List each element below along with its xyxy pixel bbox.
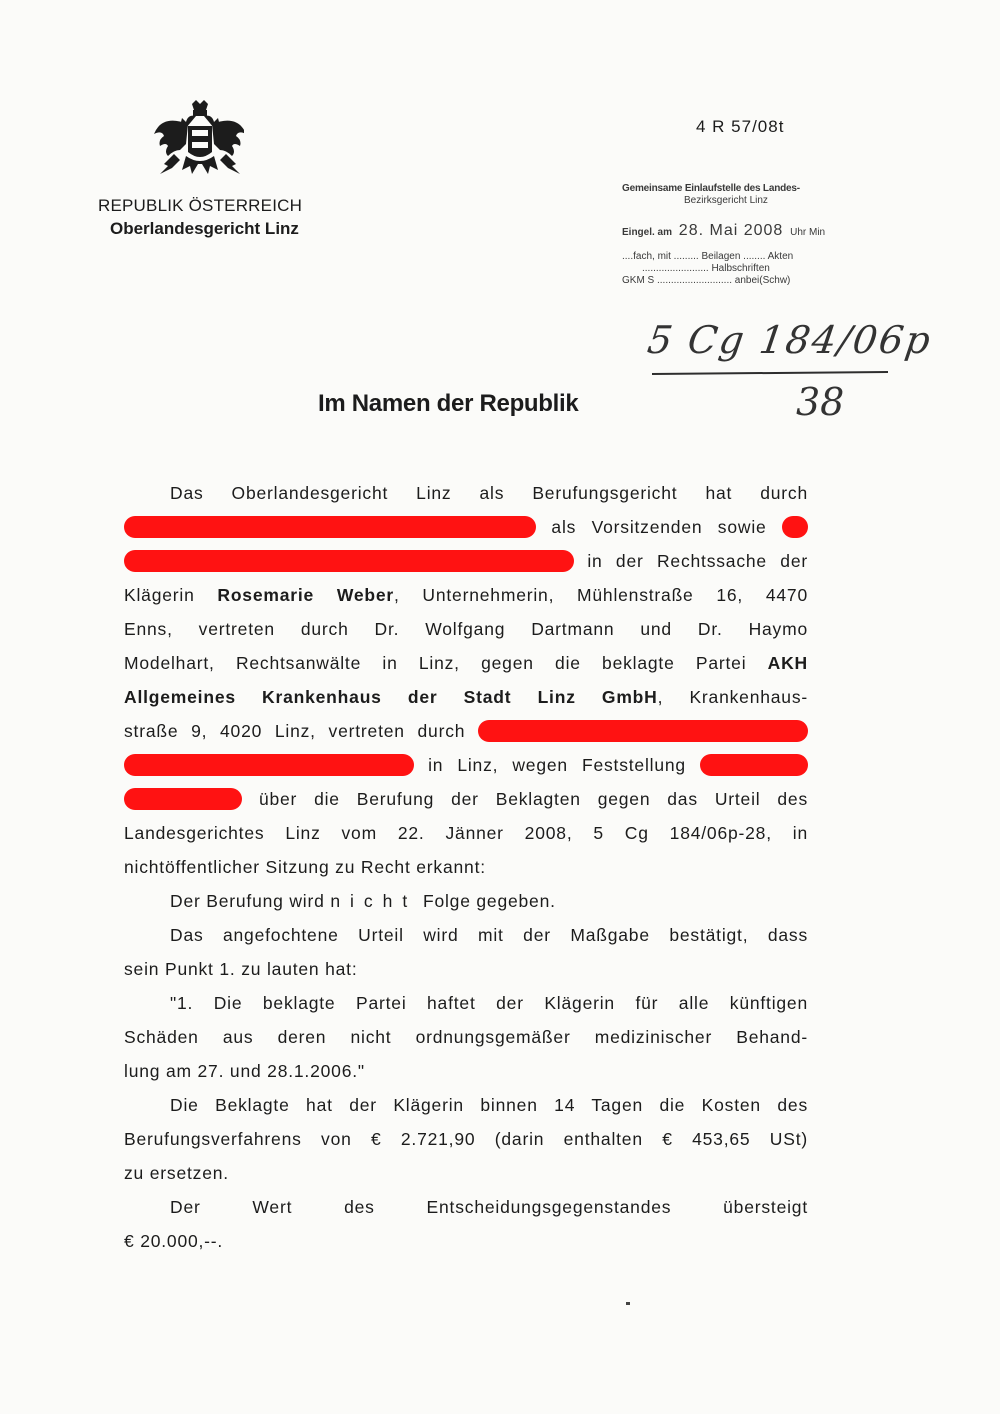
file-number: 4 R 57/08t <box>696 117 785 136</box>
defendant-name: Allgemeines Krankenhaus der Stadt Linz GmbH <box>124 687 658 707</box>
country-name: REPUBLIK ÖSTERREICH <box>98 196 303 215</box>
stamp-received-suffix: Uhr Min <box>790 227 826 238</box>
body-text: Modelhart, Rechtsanwälte in Linz, gegen die beklagte Partei <box>124 653 747 673</box>
body-line <box>124 476 808 510</box>
body-text: Die Beklagte hat der Klägerin binnen 14 Tagen die Kosten des <box>170 1095 808 1115</box>
redaction-bar <box>124 550 574 572</box>
redaction-bar <box>478 720 808 742</box>
emphasized-text: nicht <box>330 891 418 911</box>
body-line <box>124 918 808 952</box>
defendant-short-name: AKH <box>767 653 808 673</box>
stamp-handwriting-line: ........................ Halbschriften <box>642 263 770 274</box>
body-line <box>124 578 808 612</box>
stamp-court: Bezirksgericht Linz <box>684 195 768 206</box>
body-line <box>124 884 808 918</box>
redaction-bar <box>782 516 808 538</box>
body-line <box>124 986 808 1020</box>
plaintiff-name: Rosemarie Weber <box>217 585 394 605</box>
body-text: Der Berufung wird <box>170 891 325 911</box>
body-text: nichtöffentlicher Sitzung zu Recht erkannt: <box>124 857 486 877</box>
body-line <box>124 850 808 884</box>
stamp-office: Gemeinsame Einlaufstelle des Landes- <box>622 183 800 194</box>
body-text: als Vorsitzenden sowie <box>551 517 767 537</box>
body-line <box>124 714 808 748</box>
body-line <box>124 1088 808 1122</box>
redaction-bar <box>124 516 536 538</box>
body-line <box>124 748 808 782</box>
handwritten-case-reference: 5 Cg 184/06p <box>644 318 935 362</box>
stamp-received-line <box>622 222 862 239</box>
body-text: Das Oberlandesgericht Linz als Berufungsgericht hat durch <box>170 483 808 503</box>
handwritten-underline <box>652 371 888 375</box>
body-text: sein Punkt 1. zu lauten hat: <box>124 959 358 979</box>
body-text: Folge gegeben. <box>422 891 556 911</box>
body-text: in der Rechtssache der <box>587 551 808 571</box>
judgment-body <box>124 476 808 1258</box>
body-text: straße 9, 4020 Linz, vertreten durch <box>124 721 466 741</box>
redaction-bar <box>124 788 242 810</box>
body-text: zu ersetzen. <box>124 1163 229 1183</box>
body-text: € 20.000,--. <box>124 1231 224 1251</box>
body-line <box>124 612 808 646</box>
redaction-bar <box>124 754 414 776</box>
receipt-stamp <box>622 183 862 287</box>
body-line <box>124 1122 808 1156</box>
body-line <box>124 646 808 680</box>
body-text: Berufungsverfahrens von € 2.721,90 (darin enthalten € 453,65 USt) <box>124 1129 808 1149</box>
court-name: Oberlandesgericht Linz <box>110 219 299 238</box>
body-text: Der Wert des Entscheidungsgegenstandes übersteigt <box>170 1197 808 1217</box>
body-text: Schäden aus deren nicht ordnungsgemäßer medizinischer Behand- <box>124 1027 808 1047</box>
body-text: "1. Die beklagte Partei haftet der Klägerin für alle künftigen <box>170 993 808 1013</box>
body-line <box>124 782 808 816</box>
stamp-received-date: 28. Mai 2008 <box>678 222 784 239</box>
austrian-eagle-emblem <box>152 100 244 182</box>
redaction-bar <box>700 754 808 776</box>
scan-speck <box>626 1302 630 1305</box>
body-line <box>124 680 808 714</box>
body-text: über die Berufung der Beklagten gegen das Urteil des <box>258 789 808 809</box>
handwritten-document-number: 38 <box>796 380 845 424</box>
body-text: , Krankenhaus- <box>657 687 808 707</box>
body-text: in Linz, wegen Feststellung <box>428 755 686 775</box>
body-line <box>124 952 808 986</box>
stamp-received-label: Eingel. am <box>622 227 673 238</box>
body-line <box>124 510 808 544</box>
document-title: Im Namen der Republik <box>318 390 579 417</box>
body-text: Enns, vertreten durch Dr. Wolfgang Dartmann und Dr. Haymo <box>124 619 808 639</box>
body-text: lung am 27. und 28.1.2006." <box>124 1061 365 1081</box>
body-line <box>124 544 808 578</box>
body-line <box>124 1054 808 1088</box>
body-text: Landesgerichtes Linz vom 22. Jänner 2008, 5 Cg 184/06p-28, in <box>124 823 808 843</box>
body-text: Das angefochtene Urteil wird mit der Maßgabe bestätigt, dass <box>170 925 808 945</box>
stamp-copies-line: ....fach, mit ......... Beilagen ........ Akten <box>622 251 794 262</box>
body-line <box>124 1190 808 1224</box>
body-text: Klägerin <box>124 585 195 605</box>
body-line <box>124 816 808 850</box>
body-line <box>124 1156 808 1190</box>
body-text: , Unternehmerin, Mühlenstraße 16, 4470 <box>394 585 808 605</box>
stamp-gkms-line: GKM S ........................... anbei(Schw) <box>622 275 791 286</box>
body-line <box>124 1224 808 1258</box>
body-line <box>124 1020 808 1054</box>
